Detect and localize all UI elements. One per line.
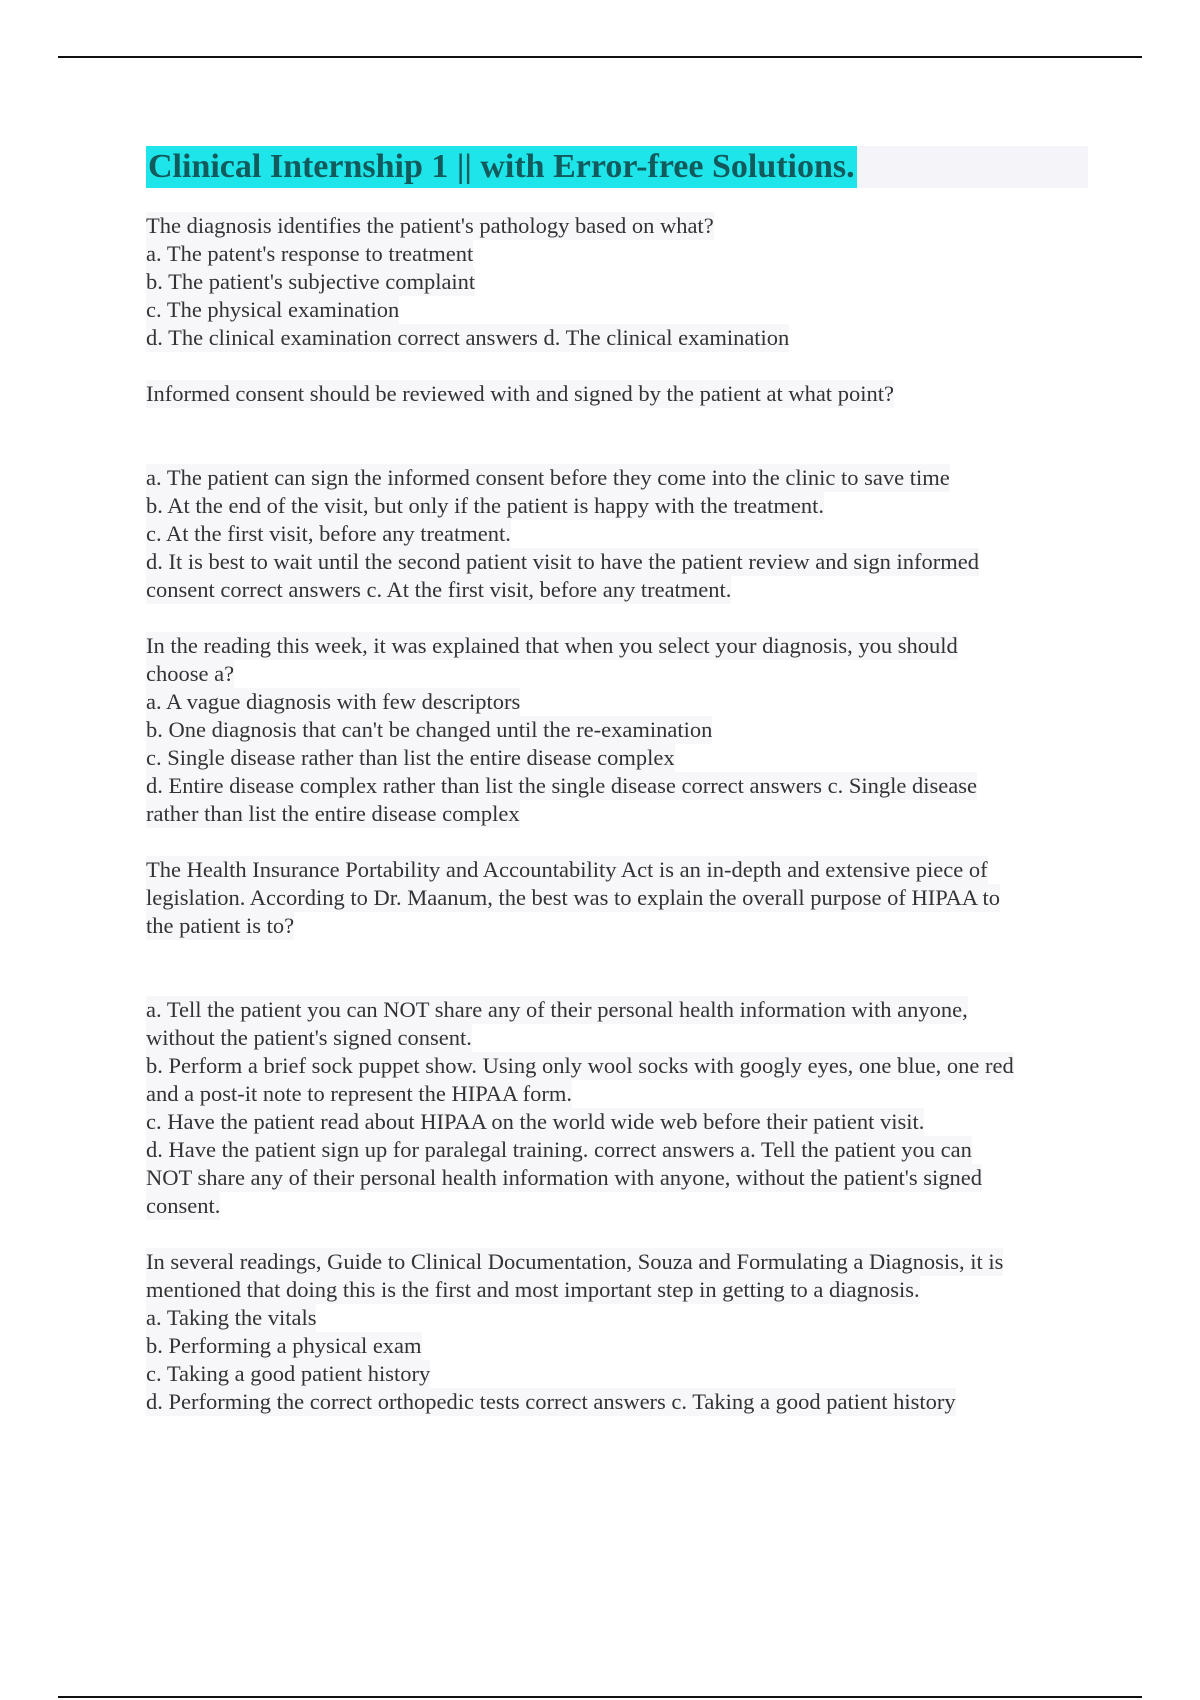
question-4-answer-line-1: NOT share any of their personal health information with anyone, without the patient's signed <box>146 1165 982 1190</box>
question-4-text-line-2: legislation. According to Dr. Maanum, the best was to explain the overall purpose of HIPAA to <box>146 885 1001 910</box>
question-2-text: Informed consent should be reviewed with and signed by the patient at what point? <box>146 381 894 406</box>
question-block-2 <box>146 380 1088 604</box>
question-5-option-c: c. Taking a good patient history <box>146 1361 431 1386</box>
question-3-option-d: d. Entire disease complex rather than list the single disease correct answers c. Single disease <box>146 773 977 798</box>
question-4-option-c: c. Have the patient read about HIPAA on the world wide web before their patient visit. <box>146 1109 925 1134</box>
question-3-text-line-2: choose a? <box>146 661 235 686</box>
question-3-option-a: a. A vague diagnosis with few descriptors <box>146 689 521 714</box>
question-1-option-a: a. The patent's response to treatment <box>146 241 474 266</box>
question-2-option-c: c. At the first visit, before any treatment. <box>146 521 511 546</box>
question-2-option-b: b. At the end of the visit, but only if the patient is happy with the treatment. <box>146 493 824 518</box>
question-1-text: The diagnosis identifies the patient's pathology based on what? <box>146 213 714 238</box>
question-4-text-line-3: the patient is to? <box>146 913 295 938</box>
document-title: Clinical Internship 1 || with Error-free Solutions. <box>146 146 857 188</box>
question-5-option-d-answer: d. Performing the correct orthopedic tests correct answers c. Taking a good patient history <box>146 1389 956 1414</box>
question-1-option-b: b. The patient's subjective complaint <box>146 269 476 294</box>
question-1-option-d-answer: d. The clinical examination correct answers d. The clinical examination <box>146 325 790 350</box>
question-3-option-b: b. One diagnosis that can't be changed until the re-examination <box>146 717 713 742</box>
question-block-5 <box>146 1248 1088 1416</box>
question-2-option-d: d. It is best to wait until the second patient visit to have the patient review and sign informed <box>146 549 979 574</box>
document-page <box>146 146 1088 1416</box>
question-4-option-a-line-2: without the patient's signed consent. <box>146 1025 472 1050</box>
question-3-text-line-1: In the reading this week, it was explained that when you select your diagnosis, you should <box>146 633 958 658</box>
question-4-option-a-line-1: a. Tell the patient you can NOT share any of their personal health information with anyone, <box>146 997 968 1022</box>
title-band <box>146 146 1088 188</box>
question-4-option-b-line-1: b. Perform a brief sock puppet show. Using only wool socks with googly eyes, one blue, one red <box>146 1053 1014 1078</box>
question-4-option-d: d. Have the patient sign up for paralegal training. correct answers a. Tell the patient you can <box>146 1137 972 1162</box>
bottom-rule <box>58 1696 1142 1698</box>
question-4-option-b-line-2: and a post-it note to represent the HIPAA form. <box>146 1081 572 1106</box>
question-5-text-line-2: mentioned that doing this is the first and most important step in getting to a diagnosis. <box>146 1277 920 1302</box>
question-3-answer: rather than list the entire disease complex <box>146 801 520 826</box>
question-1-option-c: c. The physical examination <box>146 297 400 322</box>
question-5-text-line-1: In several readings, Guide to Clinical Documentation, Souza and Formulating a Diagnosis, it is <box>146 1249 1004 1274</box>
question-2-answer: consent correct answers c. At the first visit, before any treatment. <box>146 577 732 602</box>
question-4-answer-line-2: consent. <box>146 1193 221 1218</box>
question-4-text-line-1: The Health Insurance Portability and Accountability Act is an in-depth and extensive piece of <box>146 857 988 882</box>
question-block-4 <box>146 856 1088 1220</box>
question-5-option-b: b. Performing a physical exam <box>146 1333 422 1358</box>
question-3-option-c: c. Single disease rather than list the entire disease complex <box>146 745 675 770</box>
question-block-1 <box>146 212 1088 352</box>
question-block-3 <box>146 632 1088 828</box>
question-2-option-a: a. The patient can sign the informed consent before they come into the clinic to save time <box>146 465 950 490</box>
top-rule <box>58 56 1142 58</box>
question-5-option-a: a. Taking the vitals <box>146 1305 317 1330</box>
